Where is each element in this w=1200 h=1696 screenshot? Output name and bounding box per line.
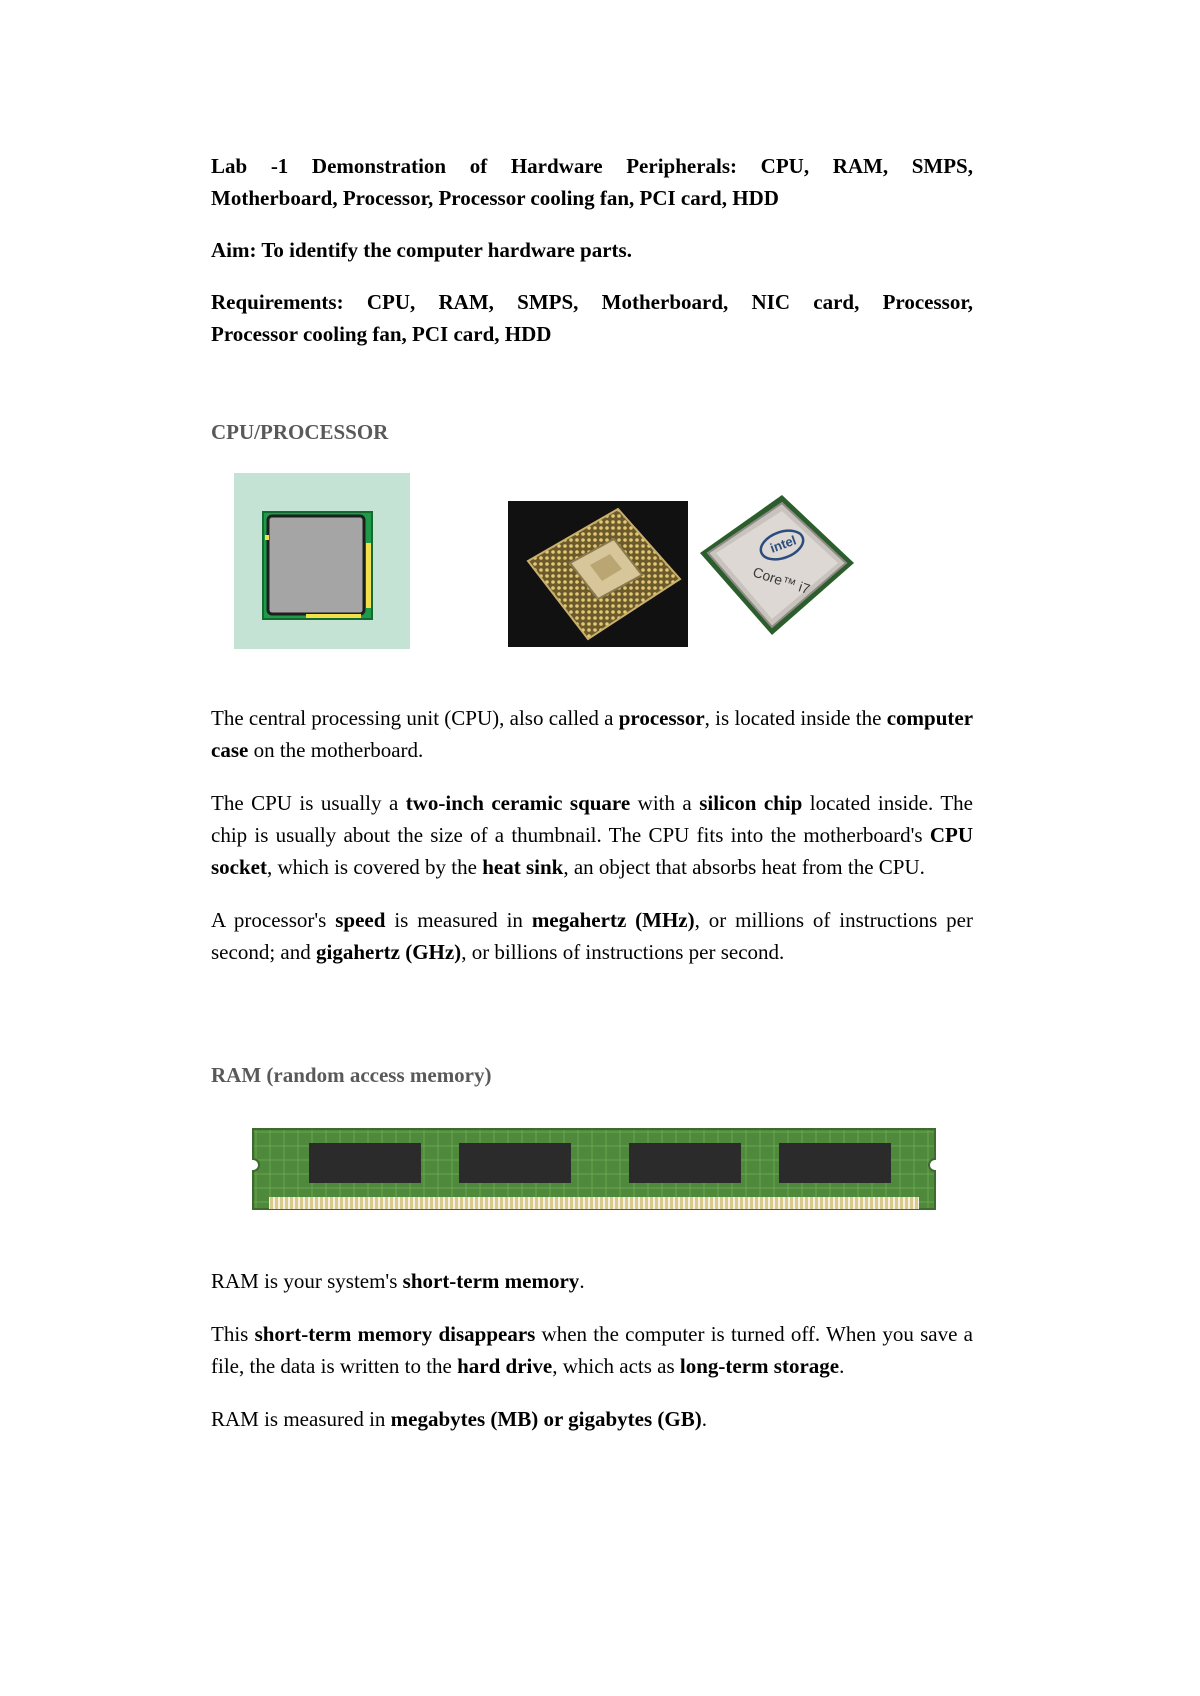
cpu-images xyxy=(234,473,874,651)
text: This xyxy=(211,1322,255,1346)
text: when the computer is turned off. When you save a file, the data is written to the xyxy=(211,1322,974,1378)
bold-term: short-term memory xyxy=(402,1269,580,1293)
text: RAM is your system's xyxy=(211,1269,403,1293)
document-title xyxy=(211,150,973,214)
core-label-text: Core™ i7 xyxy=(750,563,813,598)
text: The central processing unit (CPU), also called a xyxy=(211,706,619,730)
bold-term: two-inch ceramic square xyxy=(405,791,631,815)
bold-term: megahertz (MHz) xyxy=(531,908,695,932)
cpu-heading: CPU/PROCESSOR xyxy=(211,420,389,444)
text: . xyxy=(839,1354,845,1378)
pga-processor-photo xyxy=(508,501,688,647)
text: , which acts as xyxy=(552,1354,680,1378)
cpu-paragraph-2 xyxy=(211,787,973,883)
requirements-statement xyxy=(211,286,973,350)
cpu-paragraph-1 xyxy=(211,702,973,766)
intel-core-i7-photo xyxy=(690,491,860,649)
text: . xyxy=(579,1269,585,1293)
text: located inside. The chip is usually about the size of a thumbnail. The CPU fits into the motherboard's xyxy=(211,791,973,847)
bold-term: short-term memory disappears xyxy=(254,1322,536,1346)
bold-term: CPU socket xyxy=(211,823,973,879)
bold-term: silicon chip xyxy=(699,791,803,815)
text: , which is covered by the xyxy=(267,855,483,879)
text: is measured in xyxy=(385,908,532,932)
bold-term: megabytes (MB) or gigabytes (GB) xyxy=(390,1407,702,1431)
intel-logo-text: intel xyxy=(767,532,799,556)
cpu-description xyxy=(211,702,973,989)
text: , an object that absorbs heat from the CPU. xyxy=(563,855,925,879)
bold-term: gigahertz (GHz) xyxy=(315,940,462,964)
ram-heading: RAM (random access memory) xyxy=(211,1063,492,1087)
text: , is located inside the xyxy=(704,706,887,730)
text: with a xyxy=(630,791,700,815)
aim-statement: Aim: To identify the computer hardware parts. xyxy=(211,238,632,262)
title-line-1: Lab -1 Demonstration of Hardware Peripherals: CPU, RAM, SMPS, xyxy=(211,154,973,178)
bold-term: processor xyxy=(618,706,705,730)
text: , or billions of instructions per second. xyxy=(461,940,785,964)
text: . xyxy=(701,1407,707,1431)
ram-paragraph-2 xyxy=(211,1318,973,1382)
text: RAM is measured in xyxy=(211,1407,391,1431)
requirements-line-1: Requirements: CPU, RAM, SMPS, Motherboard, NIC card, Processor, xyxy=(211,290,973,314)
text: A processor's xyxy=(211,908,336,932)
text: The CPU is usually a xyxy=(211,791,406,815)
bold-term: speed xyxy=(335,908,386,932)
ram-paragraph-1 xyxy=(211,1265,973,1297)
bold-term: heat sink xyxy=(482,855,564,879)
ram-description xyxy=(211,1265,973,1456)
bold-term: hard drive xyxy=(457,1354,553,1378)
text: , or millions of instructions per second; and xyxy=(211,908,973,964)
bold-term: computer case xyxy=(211,706,974,762)
document-page xyxy=(211,150,974,1431)
ram-paragraph-3 xyxy=(211,1403,973,1435)
title-line-2: Motherboard, Processor, Processor cooling fan, PCI card, HDD xyxy=(211,186,779,210)
text: on the motherboard. xyxy=(248,738,424,762)
cpu-chip-icon xyxy=(234,473,410,649)
bold-term: long-term storage xyxy=(679,1354,840,1378)
ram-module-photo xyxy=(249,1125,939,1217)
requirements-line-2: Processor cooling fan, PCI card, HDD xyxy=(211,322,552,346)
cpu-paragraph-3 xyxy=(211,904,973,968)
